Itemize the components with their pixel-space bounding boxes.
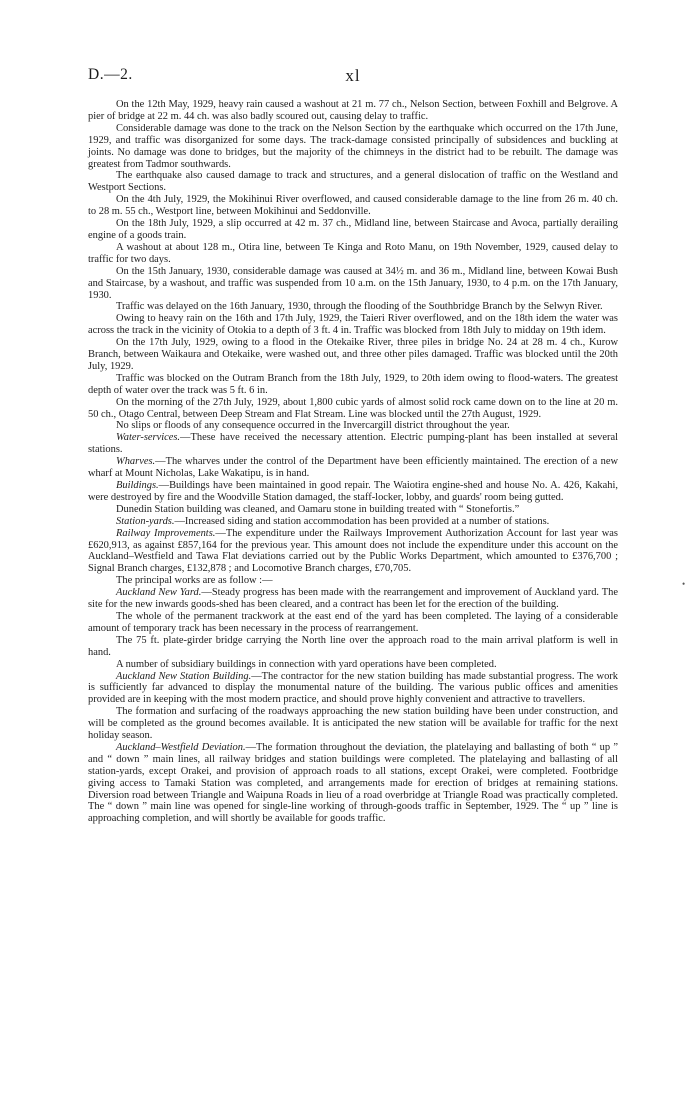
paragraph xyxy=(88,337,618,373)
paragraph xyxy=(88,432,618,456)
paragraph xyxy=(88,611,618,635)
paragraph-text: Traffic was blocked on the Outram Branch from the 18th July, 1929, to 20th idem owing to flood-waters. The greatest depth of water over the track was 5 ft. 6 in. xyxy=(88,372,618,396)
paragraph-text: The earthquake also caused damage to track and structures, and a general dislocation of traffic on the Westland and Westport Sections. xyxy=(88,170,618,194)
paragraph-heading: Railway Improvements. xyxy=(116,527,216,539)
paragraph-text: —Steady progress has been made with the rearrangement and improvement of Auckland yard. The site for the new inwards goods-shed has been cleared, and a contract has been let for the erection of the building. xyxy=(88,587,618,611)
paragraph-text: —These have received the necessary attention. Electric pumping-plant has been installed at several stations. xyxy=(88,432,618,456)
document-reference: D.—2. xyxy=(88,66,133,83)
paragraph-text: —The formation throughout the deviation, the platelaying and ballasting of both “ up ” and “ down ” main lines, all railway bridges and station buildings were completed. The platelaying and ballasting of all station-yards, except Orakei, and provision of approach roads to all stations, except Orakei, were completed. Footbridge giving access to Tamaki Station was completed, and arrangements made for erection of bridges at remaining stations. Diversion road between Triangle and Waipuna Roads in lieu of a road overbridge at Triangle Road was practically completed. The “ down ” main line was opened for single-line working of through-goods traffic in September, 1929. The “ up ” line is approaching completion, and will shortly be available for goods traffic. xyxy=(88,741,618,825)
paragraph xyxy=(88,587,618,611)
paragraph-heading: Auckland New Station Building. xyxy=(116,670,252,682)
paragraph xyxy=(88,194,618,218)
paragraph xyxy=(88,266,618,302)
paragraph xyxy=(88,242,618,266)
paragraph-text: —Buildings have been maintained in good repair. The Waiotira engine-shed and house No. A. 426, Kakahi, were destroyed by fire and the Woodville Station damaged, the staff-locker, lobby, and guards' room being gutted. xyxy=(88,480,618,503)
paragraph-heading: Wharves. xyxy=(116,456,156,468)
body-text xyxy=(88,99,618,825)
paragraph-text: —Increased siding and station accommodation has been provided at a number of stations. xyxy=(174,515,550,527)
paragraph-text: Dunedin Station building was cleaned, and Oamaru stone in building treated with “ Stonefortis.” xyxy=(116,503,520,515)
paragraph xyxy=(88,123,618,171)
paragraph xyxy=(88,706,618,742)
paragraph-text: On the morning of the 27th July, 1929, about 1,800 cubic yards of almost solid rock came down on to the line at 20 m. 50 ch., Otago Central, between Deep Stream and Flat Stream. Line was blocked until the 27th August, 1929. xyxy=(88,396,618,420)
paragraph-text: On the 4th July, 1929, the Mokihinui River overflowed, and caused considerable damage to the line from 26 m. 40 ch. to 28 m. 55 ch., Westport line, between Mokihinui and Seddonville. xyxy=(88,194,618,218)
paragraph xyxy=(88,671,618,707)
margin-mark: • xyxy=(682,579,686,589)
paragraph-text: A number of subsidiary buildings in connection with yard operations have been completed. xyxy=(116,658,497,670)
paragraph-text: On the 17th July, 1929, owing to a flood in the Otekaike River, three piles in bridge No. 24 at 28 m. 4 ch., Kurow Branch, between Waikaura and Otekaike, were washed out, and three other piles damaged. Traffic was blocked until the 20th July, 1929. xyxy=(88,337,618,372)
paragraph-text: The whole of the permanent trackwork at the east end of the yard has been completed. The laying of a considerable amount of temporary track has been necessary in the process of rearrangement. xyxy=(88,610,618,634)
paragraph xyxy=(88,504,618,516)
paragraph-heading: Auckland–Westfield Deviation. xyxy=(116,741,246,753)
paragraph-text: The principal works are as follow :— xyxy=(116,575,273,587)
paragraph-heading: Water-services. xyxy=(116,432,181,444)
paragraph-text: The 75 ft. plate-girder bridge carrying the North line over the approach road to the main arrival platform is well in hand. xyxy=(88,634,618,658)
paragraph-text: —The contractor for the new station building has made substantial progress. The work is sufficiently far advanced to display the monumental nature of the building. The various public offices and amenities provided are in keeping with the most modern practice, and should prove highly convenient and attractive to travellers. xyxy=(88,670,619,706)
paragraph-text: On the 15th January, 1930, considerable damage was caused at 34½ m. and 36 m., Midland line, between Kowai Bush and Staircase, by a washout, and traffic was suspended from 10 a.m. on the 15th January, 1930, to 4 p.m. on the 17th January, 1930. xyxy=(88,265,618,301)
paragraph xyxy=(88,456,618,480)
page-number: xl xyxy=(345,66,361,85)
paragraph-heading: Station-yards. xyxy=(116,515,175,527)
paragraph xyxy=(88,742,618,825)
paragraph xyxy=(88,397,618,421)
paragraph xyxy=(88,301,618,313)
paragraph xyxy=(88,170,618,194)
paragraph-text: No slips or floods of any consequence occurred in the Invercargill district throughout the year. xyxy=(116,420,510,432)
paragraph-heading: Buildings. xyxy=(116,480,159,491)
paragraph-text: Considerable damage was done to the track on the Nelson Section by the earthquake which occurred on the 17th June, 1929, and traffic was disorganized for some days. The track-damage consisted principally of subsidences and buckling at joints. No damage was done to bridges, but the majority of the chimneys in the district had to be rebuilt. The damage was greatest from Tadmor southwards. xyxy=(88,122,618,170)
paragraph-text: Traffic was delayed on the 16th January, 1930, through the flooding of the Southbridge Branch by the Selwyn River. xyxy=(116,301,603,313)
paragraph xyxy=(88,659,618,671)
paragraph xyxy=(88,528,618,576)
paragraph xyxy=(88,218,618,242)
paragraph-text: On the 12th May, 1929, heavy rain caused a washout at 21 m. 77 ch., Nelson Section, between Foxhill and Belgrove. A pier of bridge at 22 m. 44 ch. was also badly scoured out, causing delay to traffic. xyxy=(88,99,618,122)
paragraph-text: —The wharves under the control of the Department have been efficiently maintained. The erection of a new wharf at Mount Nicholas, Lake Wakatipu, is in hand. xyxy=(88,456,618,480)
paragraph-text: Owing to heavy rain on the 16th and 17th July, 1929, the Taieri River overflowed, and on the 18th idem the water was across the track in the vicinity of Otokia to a depth of 3 ft. 4 in. Traffic was blocked from 18th July to midday on 19th idem. xyxy=(88,313,618,337)
paragraph xyxy=(88,635,618,659)
paragraph-heading: Auckland New Yard. xyxy=(116,587,202,599)
page-header xyxy=(88,66,618,90)
paragraph xyxy=(88,373,618,397)
paragraph xyxy=(88,480,618,504)
paragraph xyxy=(88,575,618,587)
paragraph xyxy=(88,313,618,337)
paragraph-text: —The expenditure under the Railways Improvement Authorization Account for last year was £620,913, as against £857,164 for the previous year. This amount does not include the expenditure under this account on the Auckland–Westfield and Tawa Flat deviations carried out by the Public Works Department, which amounted to £376,700 ; Signal Branch charges, £132,878 ; and Locomotive Branch charges, £70,705. xyxy=(88,527,618,575)
paragraph-text: On the 18th July, 1929, a slip occurred at 42 m. 37 ch., Midland line, between Staircase and Avoca, partially derailing engine of a goods train. xyxy=(88,218,618,241)
paragraph xyxy=(88,516,618,528)
paragraph xyxy=(88,99,618,123)
paragraph xyxy=(88,420,618,432)
paragraph-text: A washout at about 128 m., Otira line, between Te Kinga and Roto Manu, on 19th November, 1929, caused delay to traffic for two days. xyxy=(88,241,618,265)
paragraph-text: The formation and surfacing of the roadways approaching the new station building have been under construction, and will be completed as the ground becomes available. It is anticipated the new station will be available for traffic for the next holiday season. xyxy=(88,706,618,742)
